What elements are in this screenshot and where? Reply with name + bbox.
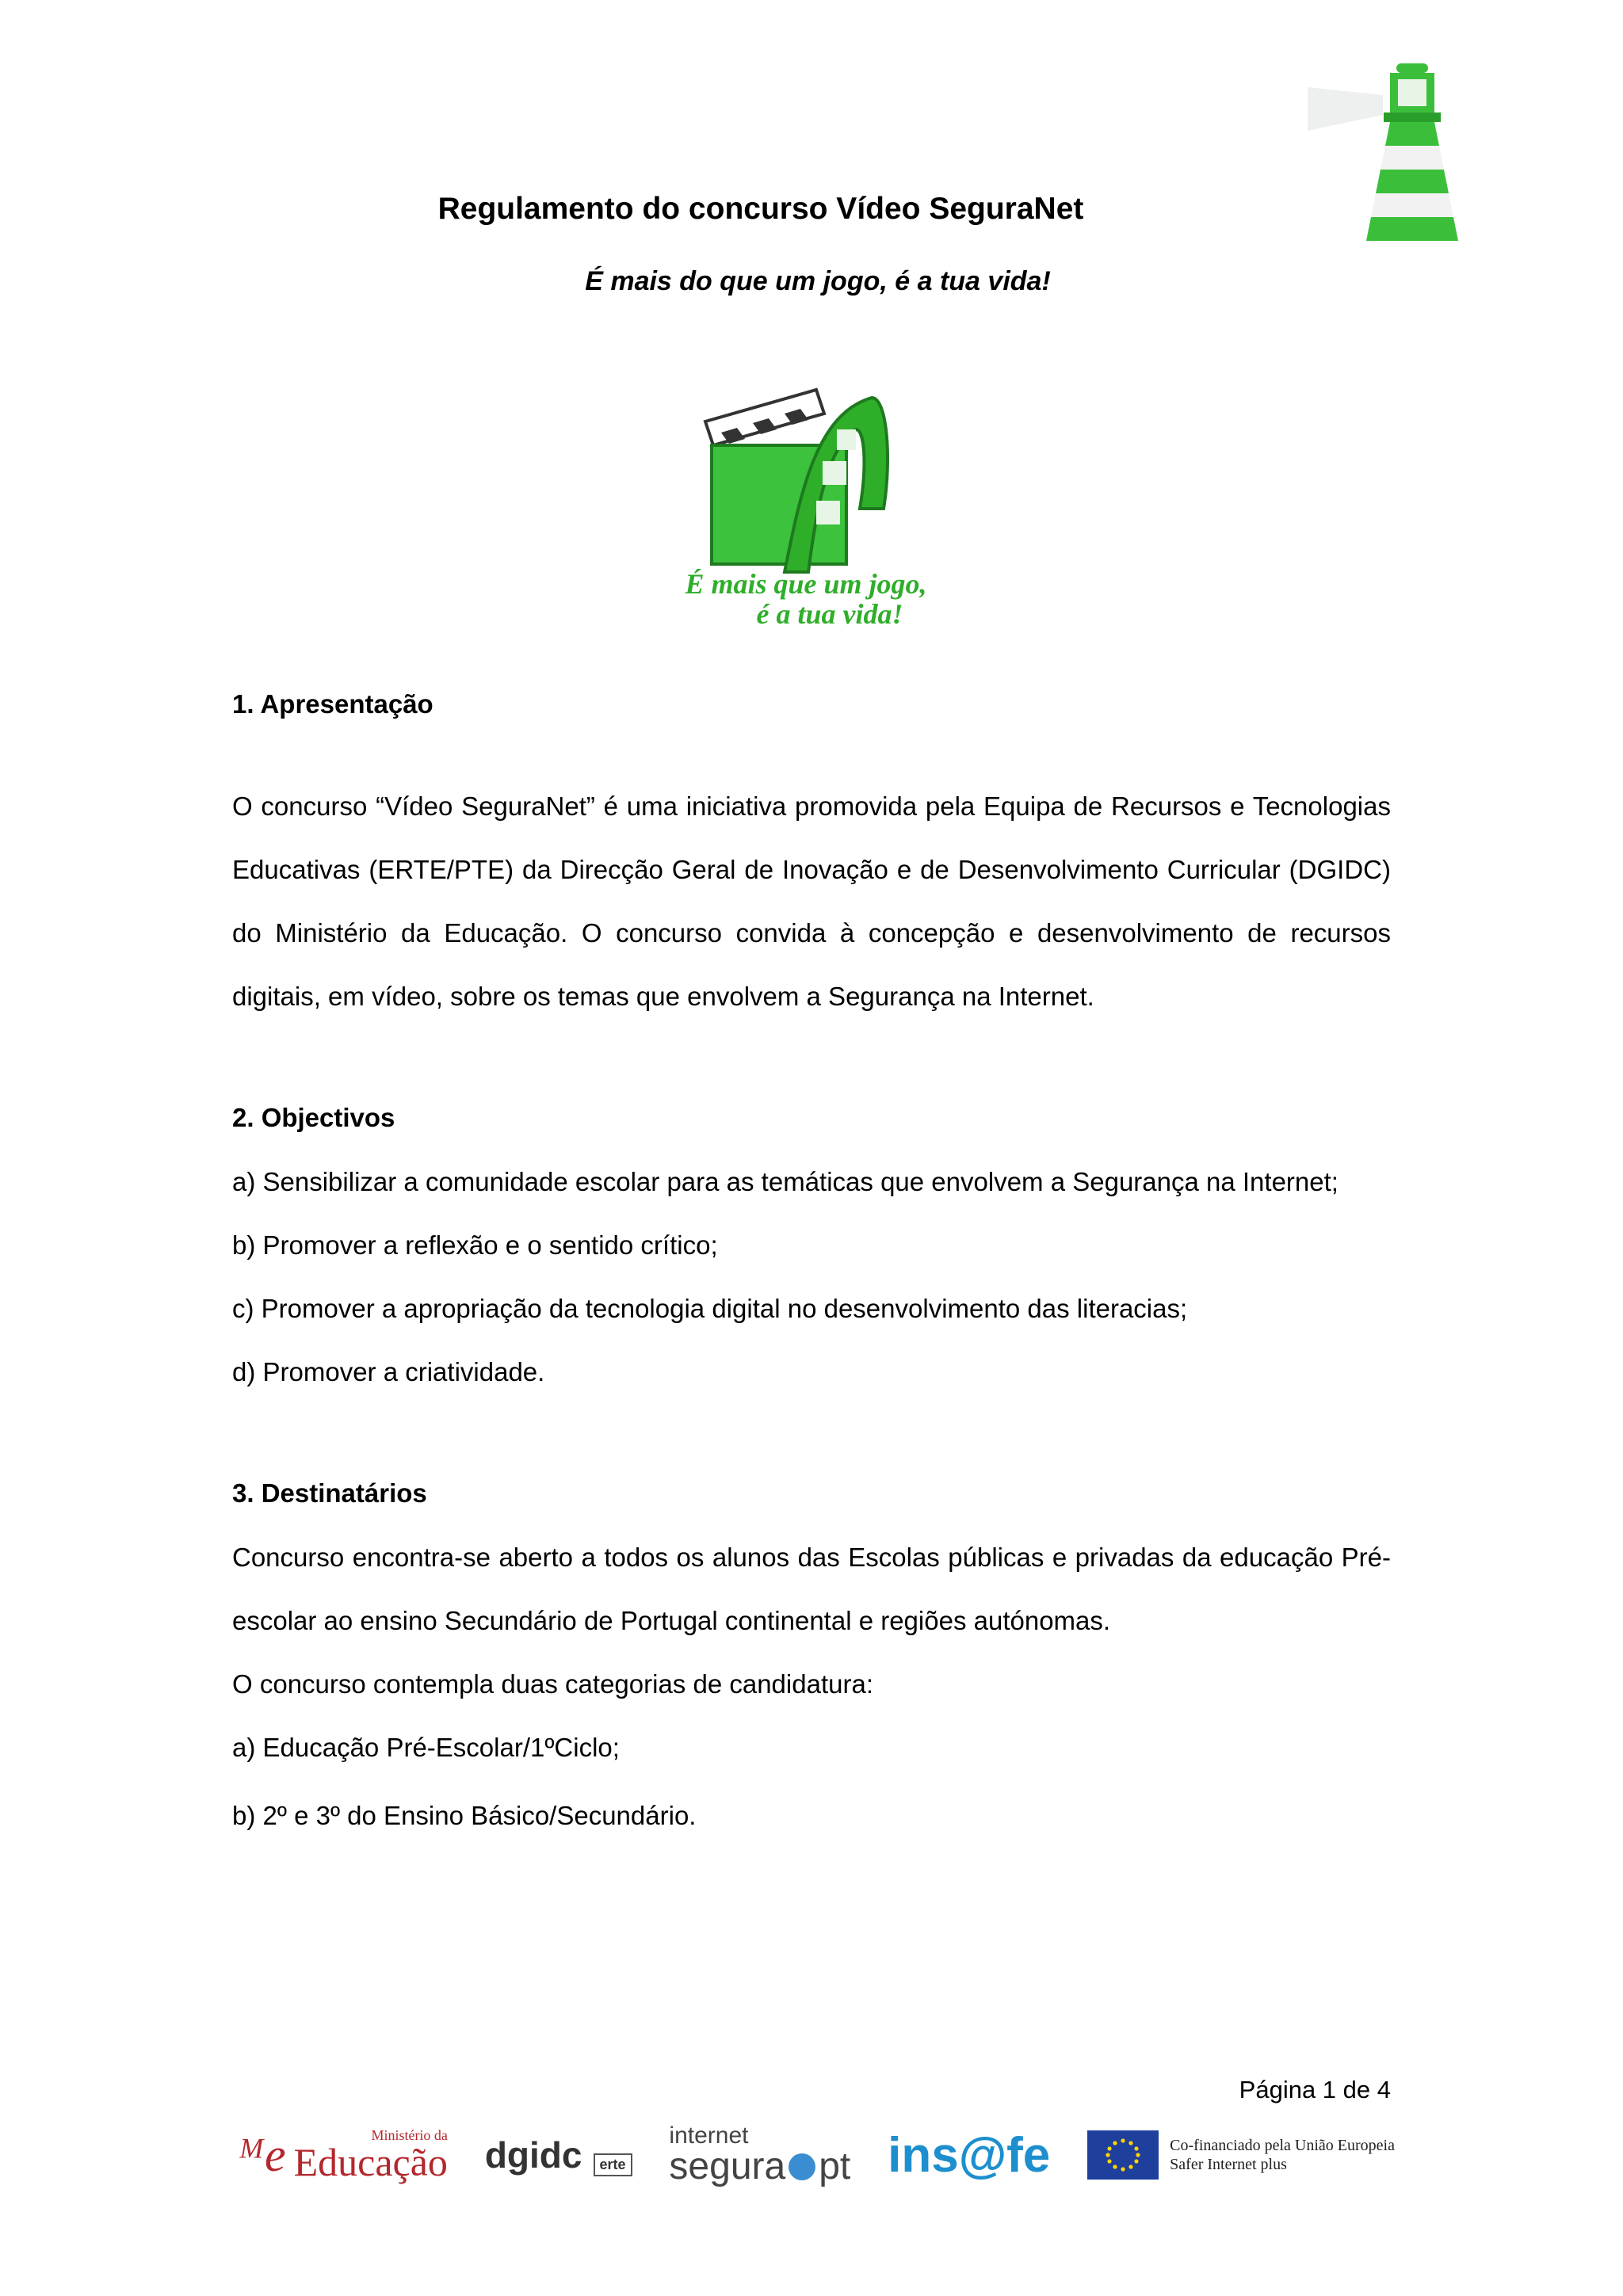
globe-icon — [789, 2153, 815, 2180]
section-intro: O concurso contempla duas categorias de candidatura: — [232, 1669, 873, 1699]
list-item: d) Promover a criatividade. — [232, 1357, 545, 1386]
dgidc-text: dgidc — [484, 2134, 582, 2176]
internet-segura-logo — [669, 2124, 850, 2186]
me-big-text: Educação — [293, 2140, 448, 2184]
list-item: a) Sensibilizar a comunidade escolar para as temáticas que envolvem a Segurança na Internet; — [232, 1167, 1338, 1196]
ministerio-educacao-logo — [238, 2128, 448, 2183]
eu-flag-icon — [1087, 2130, 1159, 2180]
section-paragraph: Concurso encontra-se aberto a todos os alunos das Escolas públicas e privadas da educação Pré-escolar ao ensino Secundário de Portugal continental e regiões autónomas. — [232, 1543, 1391, 1635]
logo-slogan — [683, 569, 929, 629]
page-number: Página 1 de 4 — [1239, 2076, 1391, 2103]
isp-left-text: segura — [669, 2145, 786, 2187]
eu-line2: Safer Internet plus — [1170, 2156, 1287, 2173]
footer-logos — [238, 2107, 1395, 2203]
section-heading: 3. Destinatários — [232, 1478, 427, 1508]
isp-top-text: internet — [669, 2122, 749, 2149]
dgidc-logo — [485, 2134, 632, 2176]
eu-cofinancing-logo — [1087, 2130, 1395, 2180]
logo-slogan-line2: é a tua vida! — [756, 598, 903, 630]
section-paragraph: O concurso “Vídeo SeguraNet” é uma iniciativa promovida pela Equipa de Recursos e Tecnologias Educativas (ERTE/PTE) da Direcção Geral de Inovação e de Desenvolvimento Curricular (DGIDC) do Ministério da Educação. O concurso convida à concepção e desenvolvimento de recursos digitais, em vídeo, sobre os temas que envolvem a Segurança na Internet. — [232, 791, 1391, 1011]
me-small-text: Ministério da — [371, 2127, 448, 2143]
list-item: b) Promover a reflexão e o sentido crítico; — [232, 1230, 718, 1260]
list-item: b) 2º e 3º do Ensino Básico/Secundário. — [232, 1801, 697, 1830]
eu-line1: Co-financiado pela União Europeia — [1170, 2137, 1395, 2154]
document-title: Regulamento do concurso Vídeo SeguraNet — [437, 192, 1084, 226]
me-mark-icon: ᴹe — [238, 2128, 286, 2181]
isp-right-text: pt — [819, 2145, 851, 2187]
document-body — [232, 689, 1391, 1848]
erte-text: erte — [594, 2153, 632, 2176]
list-item: c) Promover a apropriação da tecnologia digital no desenvolvimento das literacias; — [232, 1294, 1188, 1323]
list-item: a) Educação Pré-Escolar/1ºCiclo; — [232, 1733, 620, 1762]
section-heading: 1. Apresentação — [232, 689, 433, 719]
document-subtitle: É mais do que um jogo, é a tua vida! — [585, 266, 1051, 296]
insafe-logo: ins@fe — [888, 2127, 1051, 2183]
logo-slogan-line1: É mais que um jogo, — [685, 568, 927, 600]
section-heading: 2. Objectivos — [232, 1103, 395, 1132]
